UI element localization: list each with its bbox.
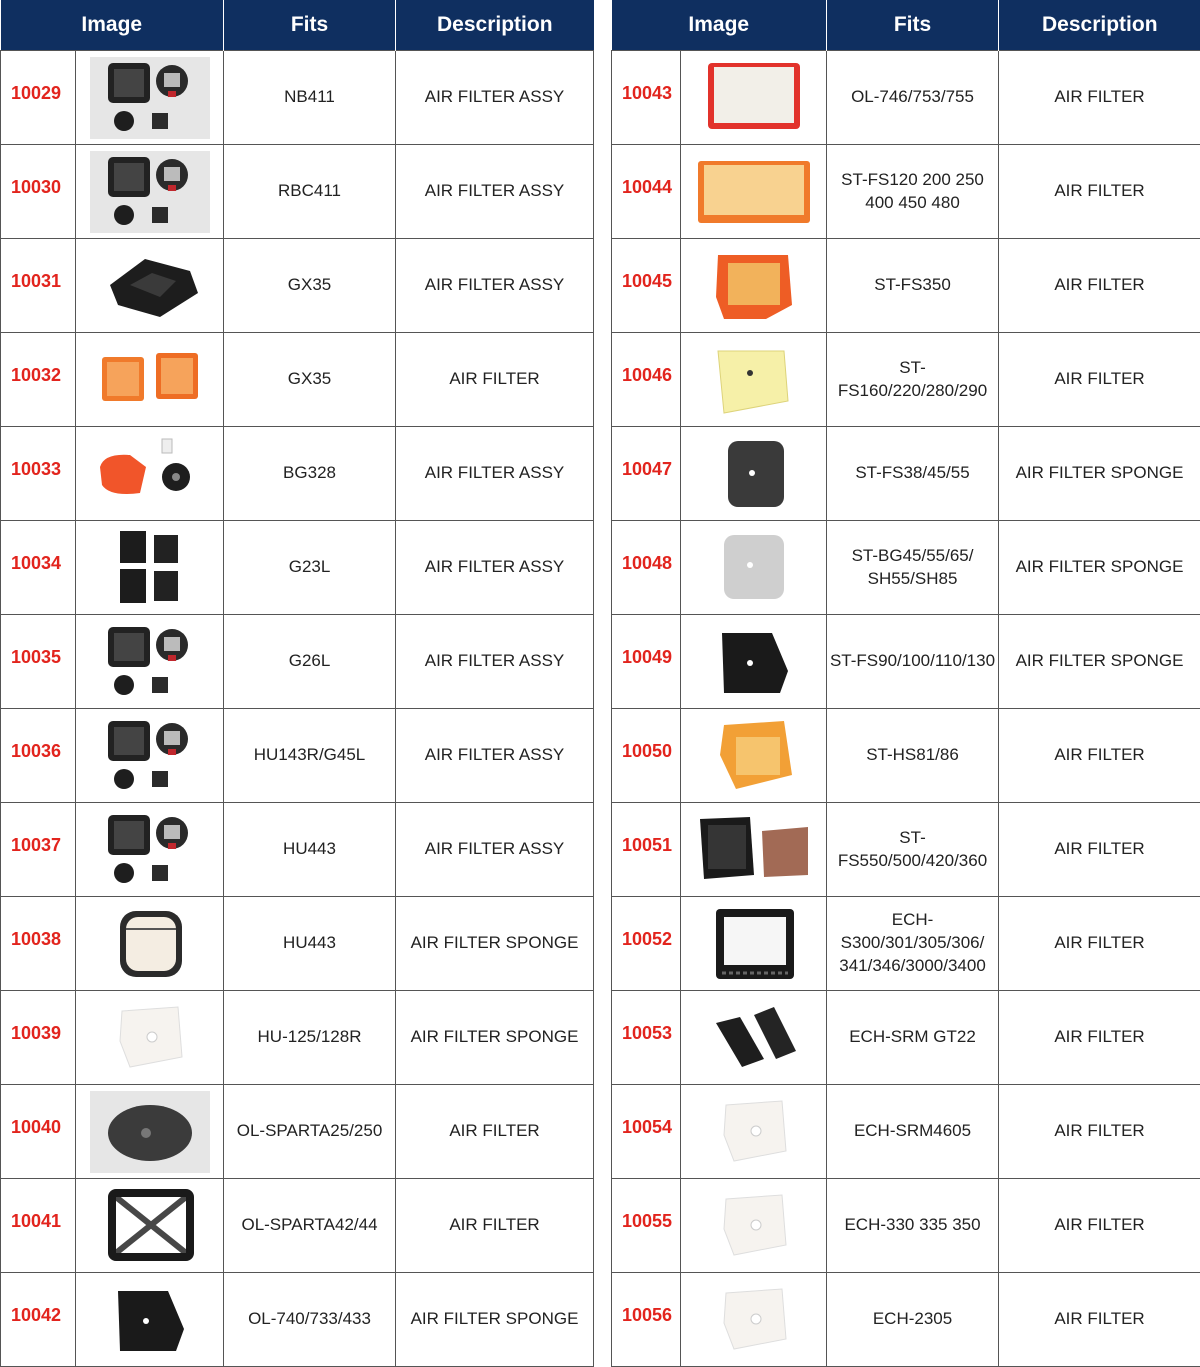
part-image [76, 709, 224, 803]
part-image [681, 615, 827, 709]
table-row [1, 1179, 594, 1273]
part-fits: ST-FS550/500/420/360 [827, 803, 999, 897]
part-fits: OL-SPARTA42/44 [224, 1179, 396, 1273]
part-code: 10055 [612, 1179, 681, 1273]
part-image [76, 239, 224, 333]
part-description: AIR FILTER [999, 1085, 1200, 1179]
part-description: AIR FILTER [999, 1179, 1200, 1273]
table-row [612, 615, 1200, 709]
parts-table-left [0, 0, 594, 1367]
part-image [681, 709, 827, 803]
part-description: AIR FILTER [999, 145, 1200, 239]
part-code: 10046 [612, 333, 681, 427]
assy-kit-dark-icon [90, 715, 210, 797]
sponge-white-icon [694, 1185, 814, 1267]
part-code: 10042 [1, 1273, 76, 1367]
table-header-row [1, 0, 594, 51]
part-description: AIR FILTER SPONGE [999, 427, 1200, 521]
part-fits: ECH-SRM GT22 [827, 991, 999, 1085]
part-fits: ST-FS38/45/55 [827, 427, 999, 521]
part-fits: OL-746/753/755 [827, 51, 999, 145]
part-description: AIR FILTER ASSY [396, 427, 594, 521]
part-image [76, 803, 224, 897]
part-fits: HU143R/G45L [224, 709, 396, 803]
part-fits: RBC411 [224, 145, 396, 239]
part-fits: HU443 [224, 897, 396, 991]
part-image [681, 521, 827, 615]
panel-orange-tab-icon [694, 715, 814, 797]
part-code: 10041 [1, 1179, 76, 1273]
part-description: AIR FILTER [999, 333, 1200, 427]
part-fits: BG328 [224, 427, 396, 521]
part-image [76, 1085, 224, 1179]
table-row [612, 239, 1200, 333]
part-fits: ST-HS81/86 [827, 709, 999, 803]
table-row [612, 51, 1200, 145]
part-code: 10054 [612, 1085, 681, 1179]
cover-dark-icon [90, 245, 210, 327]
part-code: 10034 [1, 521, 76, 615]
part-fits: HU-125/128R [224, 991, 396, 1085]
part-fits: ST-BG45/55/65/ SH55/SH85 [827, 521, 999, 615]
part-fits: HU443 [224, 803, 396, 897]
table-header-row [612, 0, 1200, 51]
panel-orange-icon [694, 245, 814, 327]
table-row [612, 803, 1200, 897]
table-row [612, 145, 1200, 239]
part-description: AIR FILTER SPONGE [396, 991, 594, 1085]
sponge-white-icon [694, 1091, 814, 1173]
table-row [1, 1085, 594, 1179]
table-row [1, 427, 594, 521]
part-fits: OL-SPARTA25/250 [224, 1085, 396, 1179]
table-row [1, 709, 594, 803]
part-description: AIR FILTER [999, 1273, 1200, 1367]
table-row [612, 427, 1200, 521]
part-code: 10043 [612, 51, 681, 145]
table-row [612, 991, 1200, 1085]
frame-pair-icon [694, 809, 814, 891]
part-fits: ECH- S300/301/305/306/ 341/346/3000/3400 [827, 897, 999, 991]
header-image: Image [612, 0, 827, 51]
panel-yellow-icon [694, 339, 814, 421]
part-description: AIR FILTER SPONGE [396, 897, 594, 991]
part-description: AIR FILTER [999, 239, 1200, 333]
parts-table-right [611, 0, 1200, 1367]
part-fits: ECH-330 335 350 [827, 1179, 999, 1273]
table-row [1, 521, 594, 615]
pair-orange-icon [90, 339, 210, 421]
part-description: AIR FILTER [999, 709, 1200, 803]
part-description: AIR FILTER ASSY [396, 615, 594, 709]
assy-kit-dark-icon [90, 151, 210, 233]
part-code: 10037 [1, 803, 76, 897]
part-fits: ST-FS90/100/110/130 [827, 615, 999, 709]
frame-black-screen-icon [694, 903, 814, 985]
strips-black-icon [694, 997, 814, 1079]
part-description: AIR FILTER [999, 897, 1200, 991]
part-image [76, 521, 224, 615]
assy-orange-icon [90, 433, 210, 515]
panel-orange-wide-icon [694, 151, 814, 233]
part-image [76, 145, 224, 239]
table-row [1, 51, 594, 145]
part-description: AIR FILTER ASSY [396, 51, 594, 145]
frame-mesh-icon [90, 903, 210, 985]
table-row [612, 709, 1200, 803]
header-fits: Fits [827, 0, 999, 51]
part-code: 10039 [1, 991, 76, 1085]
table-row [1, 145, 594, 239]
part-image [76, 897, 224, 991]
sponge-black-icon [90, 1279, 210, 1361]
part-fits: NB411 [224, 51, 396, 145]
assy-kit-dark-icon [90, 809, 210, 891]
part-image [681, 1273, 827, 1367]
part-code: 10049 [612, 615, 681, 709]
sponge-lightgray-icon [694, 527, 814, 609]
part-image [681, 991, 827, 1085]
part-code: 10052 [612, 897, 681, 991]
part-fits: ECH-2305 [827, 1273, 999, 1367]
part-code: 10045 [612, 239, 681, 333]
sponge-gray-icon [694, 433, 814, 515]
part-image [681, 897, 827, 991]
table-row [1, 803, 594, 897]
table-row [612, 1273, 1200, 1367]
part-code: 10040 [1, 1085, 76, 1179]
part-code: 10031 [1, 239, 76, 333]
part-image [681, 427, 827, 521]
part-code: 10051 [612, 803, 681, 897]
part-image [76, 333, 224, 427]
part-description: AIR FILTER ASSY [396, 145, 594, 239]
part-code: 10044 [612, 145, 681, 239]
part-image [76, 991, 224, 1085]
part-image [76, 51, 224, 145]
table-row [1, 333, 594, 427]
table-row [1, 897, 594, 991]
part-fits: GX35 [224, 333, 396, 427]
part-code: 10036 [1, 709, 76, 803]
panel-white-red-icon [694, 57, 814, 139]
part-description: AIR FILTER ASSY [396, 239, 594, 333]
part-code: 10048 [612, 521, 681, 615]
part-image [76, 1273, 224, 1367]
part-fits: OL-740/733/433 [224, 1273, 396, 1367]
part-description: AIR FILTER [999, 51, 1200, 145]
part-description: AIR FILTER ASSY [396, 709, 594, 803]
assy-kit-dark-icon [90, 621, 210, 703]
table-row [1, 1273, 594, 1367]
assy-kit-dark-icon [90, 57, 210, 139]
frame-x-icon [90, 1185, 210, 1267]
header-image: Image [1, 0, 224, 51]
part-code: 10033 [1, 427, 76, 521]
part-fits: ST-FS350 [827, 239, 999, 333]
part-image [681, 1179, 827, 1273]
table-row [1, 991, 594, 1085]
part-fits: G23L [224, 521, 396, 615]
table-row [1, 239, 594, 333]
sponge-white-icon [90, 997, 210, 1079]
part-code: 10030 [1, 145, 76, 239]
part-image [681, 145, 827, 239]
assy-four-dark-icon [90, 527, 210, 609]
table-row [612, 1179, 1200, 1273]
part-description: AIR FILTER SPONGE [999, 615, 1200, 709]
part-code: 10056 [612, 1273, 681, 1367]
part-fits: GX35 [224, 239, 396, 333]
part-description: AIR FILTER SPONGE [396, 1273, 594, 1367]
part-description: AIR FILTER [396, 1085, 594, 1179]
sponge-black-icon [694, 621, 814, 703]
sponge-white-icon [694, 1279, 814, 1361]
table-row [612, 521, 1200, 615]
table-row [1, 615, 594, 709]
table-row [612, 897, 1200, 991]
part-description: AIR FILTER [999, 803, 1200, 897]
part-code: 10050 [612, 709, 681, 803]
part-code: 10035 [1, 615, 76, 709]
part-image [681, 333, 827, 427]
table-row [612, 333, 1200, 427]
part-fits: ST-FS160/220/280/290 [827, 333, 999, 427]
part-image [681, 239, 827, 333]
part-fits: G26L [224, 615, 396, 709]
part-image [76, 615, 224, 709]
part-description: AIR FILTER [396, 1179, 594, 1273]
part-image [681, 803, 827, 897]
header-fits: Fits [224, 0, 396, 51]
part-code: 10053 [612, 991, 681, 1085]
part-description: AIR FILTER SPONGE [999, 521, 1200, 615]
table-row [612, 1085, 1200, 1179]
part-fits: ECH-SRM4605 [827, 1085, 999, 1179]
part-image [681, 1085, 827, 1179]
part-fits: ST-FS120 200 250 400 450 480 [827, 145, 999, 239]
part-code: 10029 [1, 51, 76, 145]
part-code: 10038 [1, 897, 76, 991]
header-description: Description [999, 0, 1200, 51]
part-description: AIR FILTER [999, 991, 1200, 1085]
cover-round-dark-icon [90, 1091, 210, 1173]
part-image [76, 1179, 224, 1273]
part-code: 10032 [1, 333, 76, 427]
part-image [76, 427, 224, 521]
part-description: AIR FILTER [396, 333, 594, 427]
header-description: Description [396, 0, 594, 51]
part-image [681, 51, 827, 145]
part-description: AIR FILTER ASSY [396, 803, 594, 897]
part-code: 10047 [612, 427, 681, 521]
part-description: AIR FILTER ASSY [396, 521, 594, 615]
